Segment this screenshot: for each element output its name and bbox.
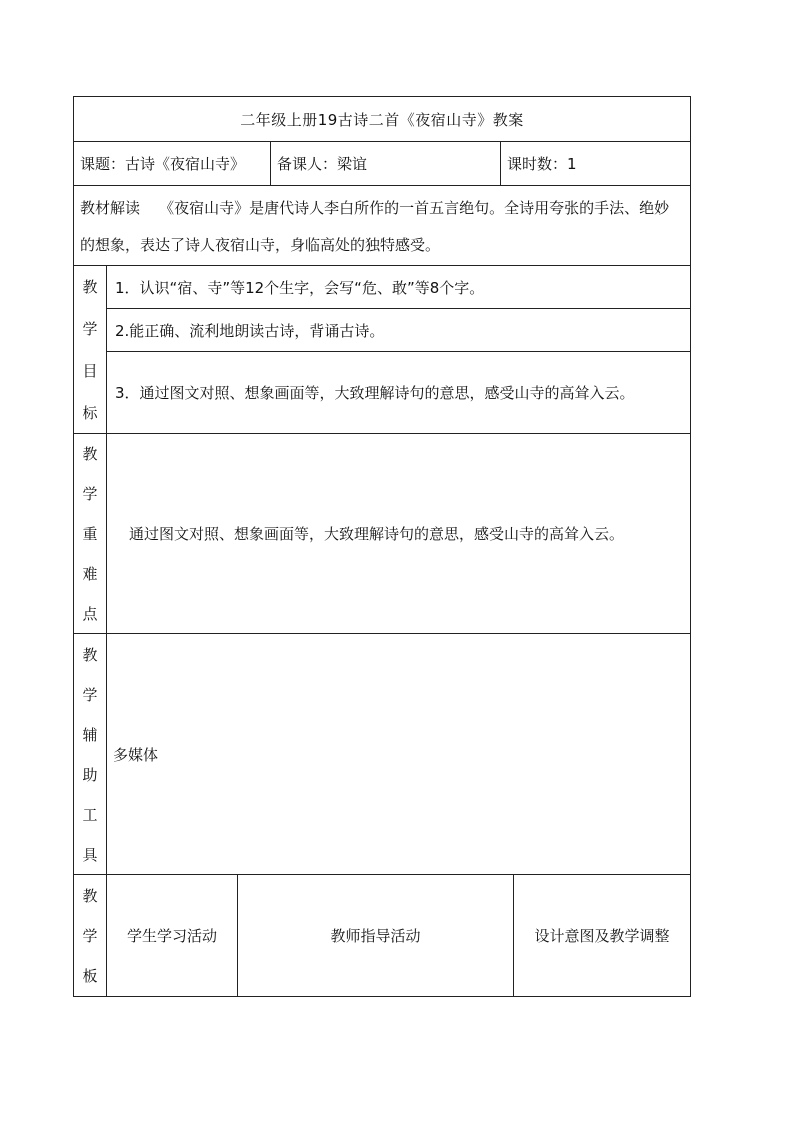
key-points-text: 通过图文对照、想象画面等，大致理解诗句的意思，感受山寺的高耸入云。 bbox=[106, 434, 690, 633]
side-char: 学 bbox=[82, 485, 98, 504]
material-analysis-cell bbox=[74, 186, 690, 265]
side-char: 点 bbox=[82, 604, 98, 623]
goal-item: 1．认识“宿、寺”等12个生字，会写“危、敢”等8个字。 bbox=[107, 266, 690, 309]
material-analysis-label: 教材解读 bbox=[80, 199, 141, 217]
material-analysis-text bbox=[80, 190, 684, 264]
student-activity-header: 学生学习活动 bbox=[106, 875, 237, 996]
side-char: 板 bbox=[82, 967, 98, 986]
side-char: 教 bbox=[82, 886, 98, 905]
title-row bbox=[74, 97, 690, 141]
teaching-goals-label bbox=[74, 266, 106, 433]
key-points-row bbox=[74, 433, 690, 633]
teaching-goals-row bbox=[74, 265, 690, 433]
design-intent-header: 设计意图及教学调整 bbox=[513, 875, 690, 996]
side-char: 辅 bbox=[82, 725, 98, 744]
preparer-cell: 备课人：梁谊 bbox=[270, 142, 500, 185]
goal-item: 2.能正确、流利地朗读古诗，背诵古诗。 bbox=[107, 309, 690, 352]
periods-cell: 课时数：1 bbox=[500, 142, 690, 185]
side-char: 教 bbox=[82, 645, 98, 664]
teaching-tools-text: 多媒体 bbox=[106, 634, 690, 874]
side-char: 学 bbox=[82, 926, 98, 945]
side-char: 工 bbox=[82, 805, 98, 824]
side-char: 重 bbox=[82, 524, 98, 543]
teaching-board-label bbox=[74, 875, 106, 996]
side-char: 教 bbox=[82, 445, 98, 464]
side-char: 助 bbox=[82, 765, 98, 784]
key-points-label bbox=[74, 434, 106, 633]
topic-cell: 课题：古诗《夜宿山寺》 bbox=[80, 155, 246, 173]
side-char: 目 bbox=[82, 361, 98, 380]
side-char: 教 bbox=[82, 278, 98, 297]
side-char: 标 bbox=[82, 403, 98, 422]
material-analysis-body: 《夜宿山寺》是唐代诗人李白所作的一首五言绝句。全诗用夸张的手法、绝妙的想象，表达了诗人夜宿山寺，身临高处的独特感受。 bbox=[80, 199, 670, 254]
teaching-tools-row bbox=[74, 633, 690, 874]
material-analysis-row bbox=[74, 185, 690, 265]
goal-item: 3．通过图文对照、想象画面等，大致理解诗句的意思，感受山寺的高耸入云。 bbox=[115, 384, 635, 402]
teaching-goals-list bbox=[106, 266, 690, 433]
teacher-guidance-header: 教师指导活动 bbox=[237, 875, 513, 996]
side-char: 具 bbox=[82, 845, 98, 864]
side-char: 学 bbox=[82, 685, 98, 704]
teaching-tools-label bbox=[74, 634, 106, 874]
lesson-plan-table bbox=[73, 96, 691, 997]
meta-row bbox=[74, 141, 690, 185]
side-char: 难 bbox=[82, 564, 98, 583]
side-char: 学 bbox=[82, 320, 98, 339]
lesson-title: 二年级上册19古诗二首《夜宿山寺》教案 bbox=[240, 110, 524, 129]
teaching-board-row bbox=[74, 874, 690, 996]
